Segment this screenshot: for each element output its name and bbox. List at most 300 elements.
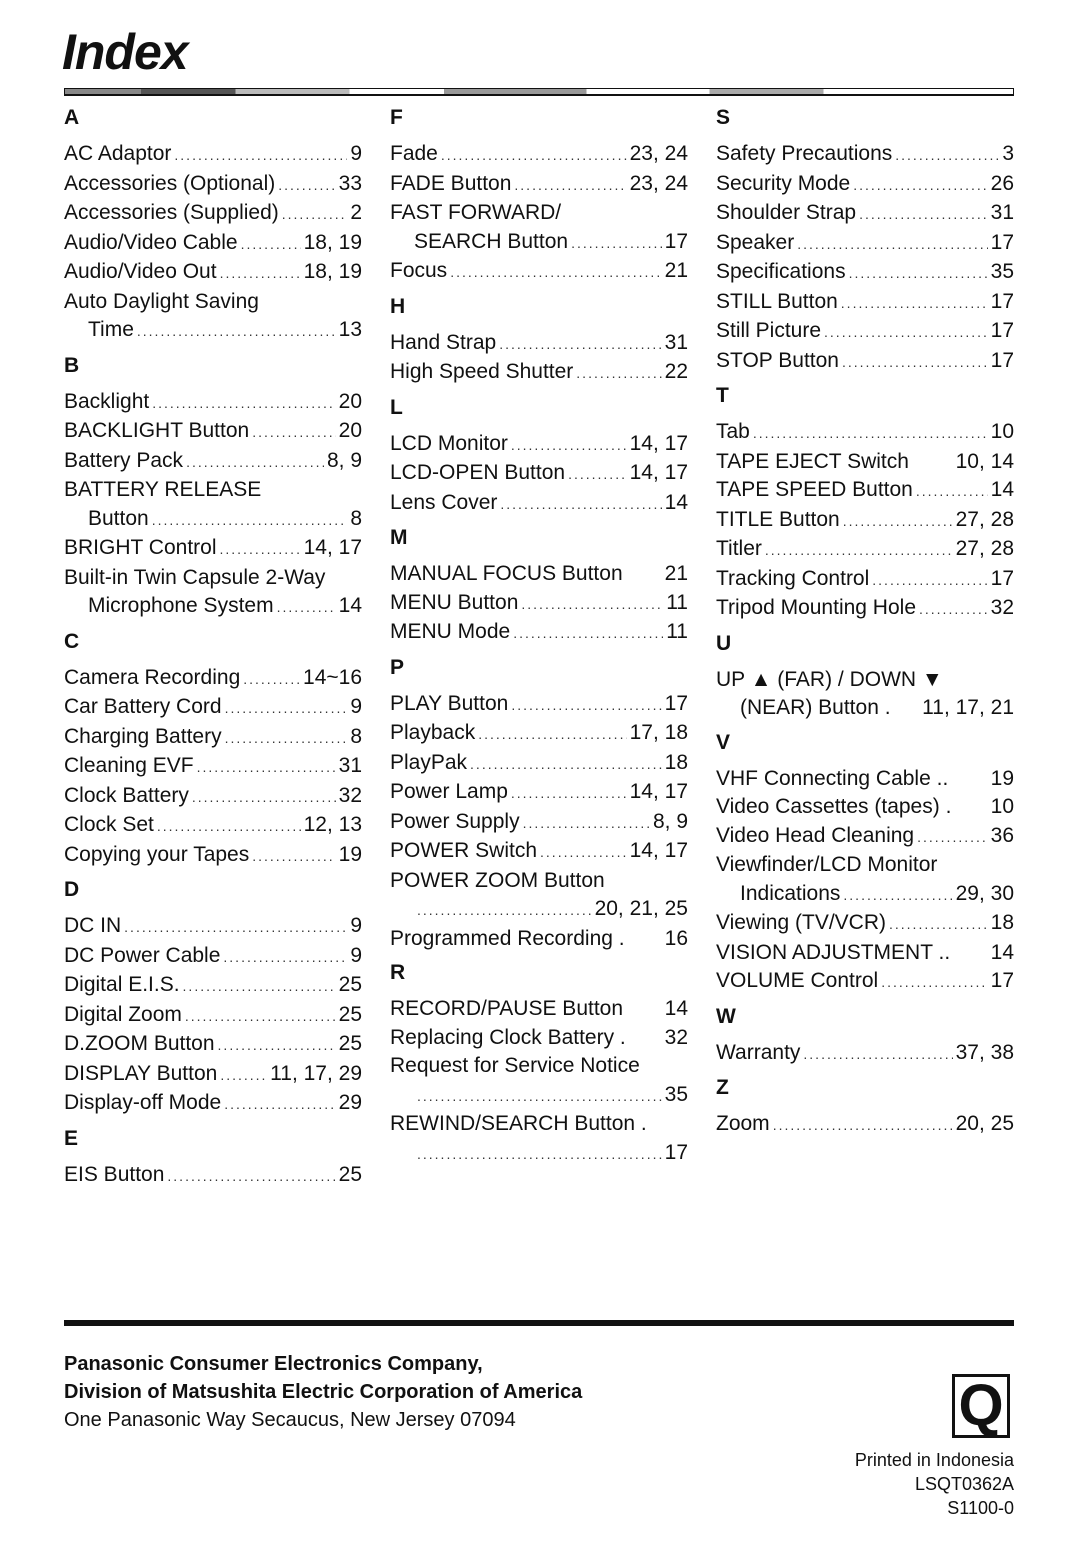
index-entry	[390, 199, 688, 257]
dot-leader	[500, 490, 661, 519]
dot-leader	[167, 1162, 335, 1191]
dot-leader	[417, 1140, 662, 1169]
entry-page: 11, 17, 21	[922, 696, 1014, 719]
index-entry	[716, 1110, 1014, 1140]
index-entry	[716, 418, 1014, 448]
dot-leader	[859, 200, 988, 229]
entry-name: Display-off Mode	[64, 1091, 222, 1114]
dot-leader	[511, 691, 661, 720]
index-entry	[716, 199, 1014, 229]
entry-name: Audio/Video Out	[64, 260, 217, 283]
entry-text: BATTERY RELEASE	[64, 478, 262, 501]
dot-leader	[540, 838, 627, 867]
index-entry	[390, 690, 688, 720]
dot-leader	[895, 141, 999, 170]
entry-page: 11	[666, 590, 688, 614]
entry-name: Still Picture	[716, 319, 822, 342]
index-entry	[716, 851, 1014, 909]
section-letter: T	[716, 384, 729, 407]
entry-page: 17	[990, 319, 1014, 342]
entry-page: 14, 17	[629, 431, 688, 455]
entry-page: 10	[990, 795, 1014, 818]
entry-page: 9	[350, 914, 362, 937]
index-entry	[64, 971, 362, 1001]
printed-in: Printed in Indonesia	[854, 1450, 1014, 1470]
entry-page: 20, 25	[955, 1112, 1014, 1135]
dot-leader	[514, 171, 626, 200]
entry-name: TAPE EJECT Switch	[716, 449, 909, 473]
entry-page: 8, 9	[652, 809, 688, 833]
entry-page: 20	[338, 389, 362, 413]
dot-leader	[183, 972, 336, 1001]
dot-leader	[192, 783, 336, 812]
dot-leader	[223, 943, 347, 972]
entry-page: 17	[990, 566, 1014, 590]
entry-name: Safety Precautions	[716, 142, 893, 165]
index-entry	[716, 448, 1014, 477]
index-entry	[390, 1110, 688, 1168]
index-entry	[716, 506, 1014, 536]
entry-page: 14	[338, 594, 362, 617]
entry-page: 10, 14	[955, 449, 1014, 473]
entry-name: Tripod Mounting Hole	[716, 596, 916, 619]
index-entry	[64, 912, 362, 942]
index-entry	[64, 199, 362, 229]
dot-leader	[277, 593, 336, 622]
index-entry	[390, 257, 688, 287]
entry-name: BRIGHT Control	[64, 536, 217, 559]
index-column-2	[390, 104, 688, 1168]
index-entry	[390, 170, 688, 200]
index-entry	[64, 288, 362, 346]
entry-page: 31	[664, 330, 688, 354]
index-entry	[64, 170, 362, 200]
index-entry	[64, 841, 362, 871]
index-entry	[716, 793, 1014, 822]
index-entry	[390, 837, 688, 867]
section-letter: F	[390, 106, 403, 129]
dot-leader	[511, 431, 627, 460]
entry-page: 32	[990, 596, 1014, 619]
entry-page: 17	[664, 1140, 688, 1164]
entry-page: 31	[990, 201, 1014, 224]
entry-page: 23, 24	[629, 142, 688, 165]
entry-name: Zoom	[716, 1112, 770, 1135]
dot-leader	[282, 200, 348, 229]
entry-page: 9	[350, 943, 362, 967]
section-letter: M	[390, 526, 408, 549]
dot-leader	[441, 141, 627, 170]
index-entry	[390, 589, 688, 619]
dot-leader	[450, 258, 661, 287]
entry-text: Request for Service Notice	[390, 1054, 640, 1077]
section-letter: D	[64, 878, 80, 901]
entry-name: EIS Button	[64, 1162, 165, 1186]
dot-leader	[224, 1090, 335, 1119]
entry-name: TAPE SPEED Button	[716, 478, 913, 501]
index-entry	[64, 1060, 362, 1090]
entry-name: Copying your Tapes	[64, 842, 250, 866]
index-entry	[64, 258, 362, 288]
index-column-1	[64, 104, 362, 1190]
entry-text: POWER ZOOM Button	[390, 868, 605, 892]
entry-page: 12, 13	[303, 813, 362, 836]
company-block	[64, 1350, 582, 1434]
entry-name: Speaker	[716, 230, 795, 254]
dot-leader	[843, 507, 953, 536]
entry-page: 29	[338, 1091, 362, 1114]
entry-page: 27, 28	[955, 507, 1014, 531]
entry-page: 3	[1002, 142, 1014, 165]
entry-name: TITLE Button	[716, 507, 840, 531]
index-entry	[390, 459, 688, 489]
revision-code: S1100-0	[947, 1498, 1014, 1518]
entry-name: Titler	[716, 537, 762, 560]
entry-page: 32	[664, 1025, 688, 1049]
entry-name: AC Adaptor	[64, 142, 172, 165]
entry-name: Replacing Clock Battery .	[390, 1025, 626, 1049]
entry-name: Power Lamp	[390, 780, 508, 803]
entry-name: PLAY Button	[390, 691, 509, 715]
index-entry	[64, 752, 362, 782]
entry-name: Security Mode	[716, 171, 851, 195]
entry-page: 17	[990, 230, 1014, 254]
entry-name: Clock Battery	[64, 783, 189, 807]
index-entry	[64, 417, 362, 447]
section-letter: R	[390, 961, 406, 984]
dot-leader	[225, 694, 348, 723]
dot-leader	[186, 448, 324, 477]
entry-text: REWIND/SEARCH Button .	[390, 1112, 647, 1135]
entry-name: Shoulder Strap	[716, 201, 857, 224]
entry-name: PlayPak	[390, 750, 468, 774]
index-entry	[390, 618, 688, 648]
entry-page: 25	[338, 973, 362, 996]
entry-page: 17	[990, 969, 1014, 992]
index-entry	[64, 447, 362, 477]
dot-leader	[478, 720, 626, 749]
dot-leader	[225, 724, 348, 753]
entry-name: Car Battery Cord	[64, 695, 222, 718]
dot-leader	[513, 619, 663, 648]
entry-page: 20, 21, 25	[594, 897, 688, 920]
entry-page: 11	[666, 620, 688, 643]
dot-leader	[417, 1082, 662, 1111]
index-entry	[716, 535, 1014, 565]
print-info	[855, 1448, 1014, 1520]
entry-name: Button	[88, 506, 149, 530]
entry-name: DC Power Cable	[64, 943, 221, 967]
entry-page: 25	[338, 1002, 362, 1026]
entry-page: 10	[990, 420, 1014, 443]
index-entry	[64, 476, 362, 534]
dot-leader	[243, 665, 300, 694]
entry-page: 32	[338, 783, 362, 807]
index-entry	[716, 967, 1014, 997]
dot-leader	[571, 229, 662, 258]
entry-page: 9	[350, 695, 362, 718]
entry-name: Clock Set	[64, 813, 154, 836]
entry-page: 18, 19	[303, 260, 362, 283]
dot-leader	[889, 910, 988, 939]
index-entry	[716, 288, 1014, 318]
company-division: Division of Matsushita Electric Corporation of America	[64, 1381, 583, 1403]
dot-leader	[797, 230, 987, 259]
index-entry	[390, 1024, 688, 1053]
index-entry	[64, 1001, 362, 1031]
section-letter: C	[64, 629, 80, 653]
entry-name: Battery Pack	[64, 448, 184, 472]
entry-page: 29, 30	[955, 881, 1014, 905]
index-entry	[64, 693, 362, 723]
section-letter: B	[64, 353, 80, 377]
entry-name: D.ZOOM Button	[64, 1032, 215, 1055]
entry-name: LCD Monitor	[390, 431, 508, 455]
entry-page: 37, 38	[955, 1040, 1014, 1064]
index-entry	[64, 1089, 362, 1119]
dot-leader	[568, 460, 627, 489]
entry-name: Tab	[716, 420, 750, 443]
dot-leader	[218, 1031, 336, 1060]
entry-page: 22	[664, 360, 688, 383]
index-entry	[390, 329, 688, 359]
dot-leader	[220, 535, 301, 564]
index-entry	[716, 939, 1014, 968]
section-letter: H	[390, 294, 406, 318]
entry-page: 25	[338, 1162, 362, 1186]
company-address: One Panasonic Way Secaucus, New Jersey 07094	[64, 1409, 516, 1431]
entry-page: 17, 18	[629, 721, 688, 744]
index-entry	[64, 1161, 362, 1191]
entry-name: Specifications	[716, 260, 846, 283]
index-entry	[716, 565, 1014, 595]
entry-name: LCD-OPEN Button	[390, 461, 566, 484]
entry-page: 25	[338, 1032, 362, 1055]
entry-name: Tracking Control	[716, 566, 870, 590]
entry-name: SEARCH Button	[414, 229, 569, 253]
dot-leader	[765, 536, 953, 565]
entry-name: Time	[88, 318, 134, 341]
entry-page: 14	[990, 940, 1014, 964]
entry-page: 19	[338, 842, 362, 866]
entry-name: DC IN	[64, 914, 122, 937]
entry-text: Viewfinder/LCD Monitor	[716, 853, 938, 876]
index-entry	[716, 666, 1014, 723]
dot-leader	[417, 896, 592, 925]
section-letter: P	[390, 655, 405, 679]
index-entry	[716, 347, 1014, 377]
entry-name: Backlight	[64, 389, 150, 413]
entry-page: 21	[664, 562, 688, 585]
entry-name: Video Head Cleaning	[716, 823, 915, 847]
entry-name: Indications	[740, 881, 841, 905]
entry-page: 8	[350, 506, 362, 530]
section-letter: L	[390, 395, 403, 419]
entry-page: 31	[338, 754, 362, 777]
entry-name: Viewing (TV/VCR)	[716, 911, 886, 934]
dot-leader	[576, 359, 661, 388]
entry-page: 36	[990, 823, 1014, 847]
entry-name: Microphone System	[88, 594, 274, 617]
section-letter: A	[64, 106, 80, 129]
entry-page: 9	[350, 142, 362, 165]
entry-page: 26	[990, 171, 1014, 195]
entry-name: MENU Mode	[390, 620, 511, 643]
entry-page: 19	[990, 766, 1014, 790]
index-entry	[390, 430, 688, 460]
entry-name: High Speed Shutter	[390, 360, 574, 383]
dot-leader	[872, 566, 987, 595]
section-letter: W	[716, 1004, 736, 1028]
index-entry	[390, 749, 688, 779]
dot-leader	[278, 171, 335, 200]
entry-text: UP ▲ (FAR) / DOWN ▼	[716, 667, 943, 691]
document-code: LSQT0362A	[914, 1474, 1014, 1494]
entry-name: Cleaning EVF	[64, 754, 194, 777]
entry-text: Auto Daylight Saving	[64, 289, 259, 313]
index-entry	[390, 560, 688, 589]
entry-name: STOP Button	[716, 348, 839, 372]
section-letter: Z	[716, 1076, 729, 1099]
entry-text: Built-in Twin Capsule 2-Way	[64, 565, 326, 589]
index-entry	[64, 723, 362, 753]
section-letter: S	[716, 106, 731, 129]
entry-page: 14, 17	[303, 536, 362, 559]
entry-name: POWER Switch	[390, 839, 538, 862]
dot-leader	[773, 1111, 953, 1140]
dot-leader	[803, 1040, 952, 1069]
dot-leader	[917, 823, 988, 852]
index-entry	[64, 782, 362, 812]
dot-leader	[853, 171, 987, 200]
index-entry	[716, 258, 1014, 288]
index-entry	[390, 808, 688, 838]
index-entry	[390, 358, 688, 388]
entry-name: STILL Button	[716, 289, 838, 313]
dot-leader	[252, 418, 335, 447]
index-entry	[716, 140, 1014, 170]
index-entry	[390, 719, 688, 749]
entry-name: Programmed Recording .	[390, 926, 625, 950]
index-entry	[64, 534, 362, 564]
index-entry	[64, 1030, 362, 1060]
index-entry	[64, 811, 362, 841]
entry-name: BACKLIGHT Button	[64, 419, 250, 442]
dot-leader	[499, 330, 661, 359]
dot-leader	[842, 348, 988, 377]
entry-page: 14	[990, 478, 1014, 501]
entry-page: 8	[350, 724, 362, 748]
entry-page: 14, 17	[629, 461, 688, 484]
entry-page: 35	[664, 1082, 688, 1106]
index-entry	[64, 140, 362, 170]
dot-leader	[220, 259, 301, 288]
dot-leader	[523, 809, 650, 838]
dot-leader	[841, 289, 988, 318]
footer-rule	[64, 1320, 1014, 1326]
entry-page: 14, 17	[629, 780, 688, 803]
entry-name: Video Cassettes (tapes) .	[716, 795, 952, 818]
entry-text: FAST FORWARD/	[390, 201, 562, 224]
entry-name: (NEAR) Button .	[740, 696, 891, 719]
index-entry	[64, 388, 362, 418]
entry-name: Accessories (Supplied)	[64, 201, 279, 224]
index-entry	[716, 909, 1014, 939]
section-letter: U	[716, 631, 732, 655]
company-name: Panasonic Consumer Electronics Company,	[64, 1353, 483, 1375]
section-letter: E	[64, 1126, 79, 1150]
entry-page: 23, 24	[629, 171, 688, 195]
dot-leader	[919, 595, 988, 624]
entry-page: 11, 17, 29	[270, 1061, 362, 1085]
entry-page: 17	[990, 348, 1014, 372]
dot-leader	[197, 753, 336, 782]
entry-name: Digital E.I.S.	[64, 973, 180, 996]
dot-leader	[521, 590, 663, 619]
dot-leader	[881, 968, 987, 997]
title-rule	[64, 88, 1014, 96]
index-column-3	[716, 104, 1014, 1140]
entry-name: Audio/Video Cable	[64, 230, 238, 254]
dot-leader	[241, 230, 301, 259]
entry-name: Camera Recording	[64, 665, 241, 689]
entry-page: 18	[664, 750, 688, 774]
index-entry	[716, 1039, 1014, 1069]
index-entry	[64, 229, 362, 259]
entry-name: VISION ADJUSTMENT ..	[716, 940, 951, 964]
entry-page: 17	[990, 289, 1014, 313]
entry-name: Hand Strap	[390, 330, 497, 354]
dot-leader	[843, 881, 952, 910]
entry-page: 13	[338, 318, 362, 341]
dot-leader	[174, 141, 347, 170]
index-entry	[64, 664, 362, 694]
entry-name: Lens Cover	[390, 490, 498, 514]
index-entry	[716, 476, 1014, 506]
index-entry	[716, 170, 1014, 200]
dot-leader	[252, 842, 335, 871]
entry-page: 27, 28	[955, 537, 1014, 560]
dot-leader	[753, 419, 988, 448]
entry-name: FADE Button	[390, 171, 512, 195]
index-entry	[390, 995, 688, 1024]
entry-name: DISPLAY Button	[64, 1061, 218, 1085]
entry-page: 21	[664, 259, 688, 282]
dot-leader	[152, 389, 335, 418]
index-entry	[716, 822, 1014, 852]
entry-name: VOLUME Control	[716, 969, 879, 992]
dot-leader	[470, 750, 662, 779]
index-entry	[390, 140, 688, 170]
index-entry	[716, 229, 1014, 259]
entry-page: 14	[664, 997, 688, 1020]
index-entry	[390, 778, 688, 808]
entry-name: Power Supply	[390, 809, 520, 833]
entry-name: VHF Connecting Cable ..	[716, 766, 949, 790]
entry-name: MANUAL FOCUS Button	[390, 562, 623, 585]
dot-leader	[185, 1002, 336, 1031]
index-entry	[390, 489, 688, 519]
dot-leader	[157, 812, 301, 841]
index-entry	[716, 765, 1014, 794]
index-entry	[716, 317, 1014, 347]
dot-leader	[849, 259, 988, 288]
entry-name: Accessories (Optional)	[64, 171, 276, 195]
entry-page: 16	[664, 926, 688, 950]
entry-name: MENU Button	[390, 590, 519, 614]
entry-page: 18	[990, 911, 1014, 934]
index-entry	[390, 925, 688, 954]
